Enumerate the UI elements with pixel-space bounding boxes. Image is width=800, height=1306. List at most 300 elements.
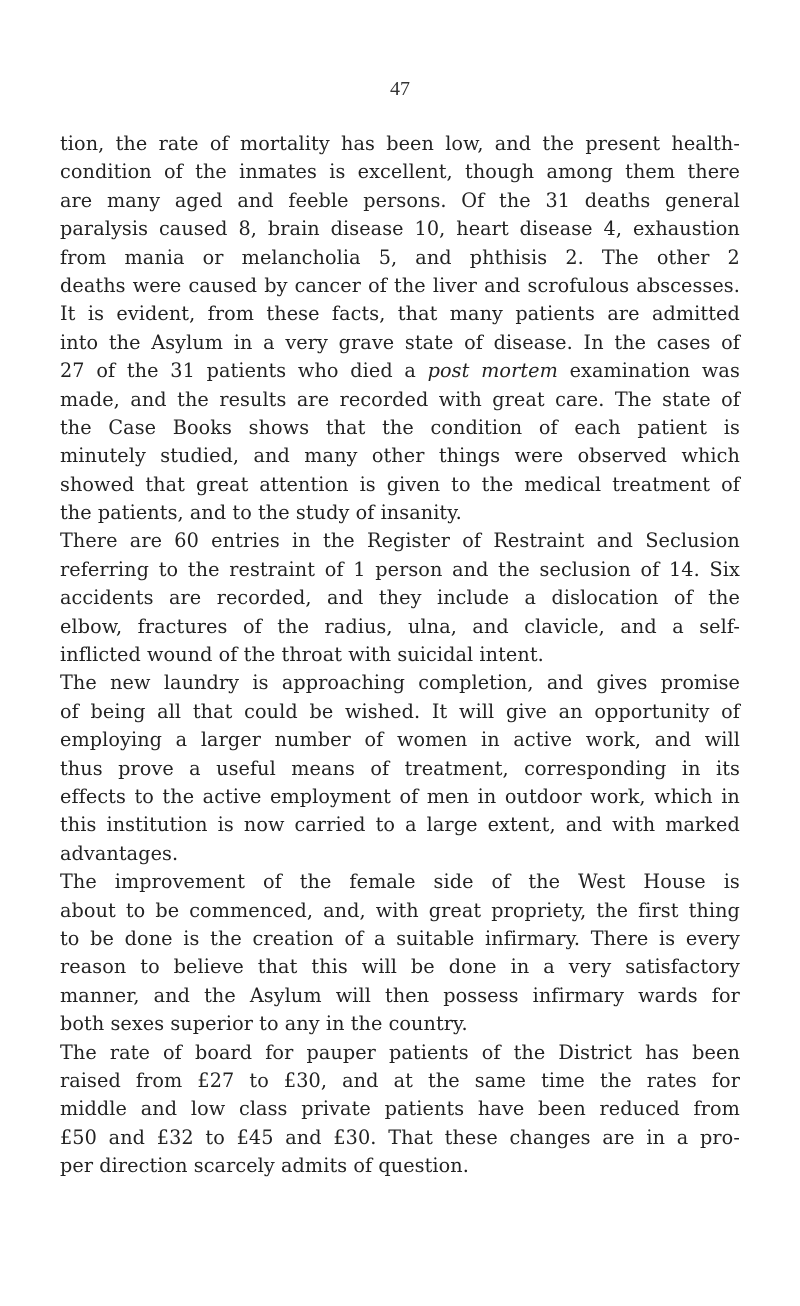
word: great: [428, 898, 482, 922]
word: the: [614, 330, 647, 354]
word: £45: [236, 1125, 274, 1149]
word: The: [614, 387, 652, 411]
word: scarcely: [193, 1154, 275, 1178]
word: phthisis: [469, 245, 548, 269]
word: advantages.: [60, 841, 179, 865]
word: are: [602, 1125, 635, 1149]
word: £30,: [283, 1068, 328, 1092]
word: new: [110, 671, 151, 695]
word: marked: [665, 813, 740, 837]
word: low: [190, 1097, 226, 1121]
word: Six: [709, 557, 740, 581]
text-line: [60, 613, 740, 641]
word: The: [601, 245, 639, 269]
word: laundry: [163, 671, 240, 695]
text-line: [60, 925, 740, 953]
word: self-: [699, 614, 740, 638]
word: to: [259, 1012, 279, 1036]
word: with: [612, 813, 656, 837]
word: is: [723, 870, 740, 894]
word: a: [189, 756, 201, 780]
word: is: [183, 926, 200, 950]
word: the: [60, 501, 92, 525]
word: disease.: [493, 330, 573, 354]
word: care.: [555, 387, 605, 411]
word: recorded,: [216, 586, 312, 610]
word: of: [242, 614, 262, 638]
word: is: [87, 302, 105, 326]
word: both: [60, 1012, 105, 1036]
word: in: [325, 1012, 345, 1036]
word: has: [341, 132, 375, 155]
word: sexes: [110, 1012, 165, 1036]
word: £50: [60, 1125, 97, 1149]
word: every: [685, 926, 740, 950]
word: thus: [60, 756, 103, 780]
word: things: [438, 444, 501, 468]
text-line: [60, 1067, 740, 1095]
word: cancer: [294, 273, 362, 297]
word: the: [599, 1068, 632, 1092]
word: active: [513, 728, 573, 752]
word: that: [257, 955, 298, 979]
word: 31: [170, 359, 195, 383]
word: radius,: [324, 614, 393, 638]
word: these: [444, 1125, 498, 1149]
word: commenced,: [189, 898, 314, 922]
word: give: [505, 699, 547, 723]
word: is: [359, 472, 376, 496]
word: medical: [524, 472, 602, 496]
word: work,: [590, 784, 646, 808]
word: very: [285, 330, 328, 354]
text-line: [60, 442, 740, 470]
word: the: [258, 501, 290, 525]
word: wished.: [344, 699, 421, 723]
text-line: [60, 187, 740, 215]
word: elbow,: [60, 614, 123, 638]
word: accidents: [60, 586, 154, 610]
word: or: [202, 245, 224, 269]
word: the: [542, 132, 575, 155]
word: of: [218, 643, 238, 667]
word: caused: [188, 273, 258, 297]
word: Of: [461, 188, 485, 212]
word: entries: [211, 529, 280, 553]
word: post: [427, 359, 470, 383]
word: carried: [294, 813, 366, 837]
word: the: [108, 330, 141, 354]
word: to: [60, 926, 80, 950]
word: intent.: [479, 643, 544, 667]
word: among: [546, 160, 613, 184]
word: this: [311, 955, 348, 979]
word: done: [124, 926, 173, 950]
word: of: [324, 557, 344, 581]
word: suitable: [396, 926, 475, 950]
word: present: [585, 132, 661, 155]
word: minutely: [60, 444, 146, 468]
word: inmates: [239, 160, 317, 184]
word: per: [60, 1154, 94, 1178]
word: District: [558, 1040, 633, 1064]
text-line: [60, 584, 740, 612]
word: a: [543, 955, 555, 979]
word: results: [219, 387, 287, 411]
word: cases: [656, 330, 711, 354]
word: brain: [267, 217, 320, 241]
word: person: [375, 557, 443, 581]
word: Register: [366, 529, 451, 553]
word: the: [126, 359, 159, 383]
word: 60: [174, 529, 199, 553]
word: Seclusion: [645, 529, 740, 553]
word: the: [498, 557, 530, 581]
word: been: [692, 1040, 740, 1064]
word: has: [645, 1040, 680, 1064]
word: corresponding: [524, 756, 667, 780]
paragraph: [60, 1039, 740, 1181]
word: Asylum: [151, 330, 224, 354]
word: useful: [216, 756, 276, 780]
word: institution: [106, 813, 208, 837]
word: from: [60, 245, 107, 269]
word: great: [195, 472, 249, 496]
word: into: [60, 330, 99, 354]
word: the: [195, 160, 227, 184]
word: deaths: [60, 273, 126, 297]
word: reason: [60, 955, 127, 979]
word: the: [299, 870, 332, 894]
word: be: [155, 898, 180, 922]
word: facts,: [331, 302, 386, 326]
word: and: [130, 387, 167, 411]
word: showed: [60, 472, 135, 496]
text-line: [60, 272, 740, 300]
word: of: [370, 756, 390, 780]
word: patients: [384, 1097, 465, 1121]
word: West: [577, 870, 626, 894]
word: is: [659, 926, 676, 950]
word: mortality: [239, 132, 330, 155]
word: melancholia: [241, 245, 361, 269]
text-line: [60, 1039, 740, 1067]
word: is: [329, 160, 346, 184]
word: a: [672, 614, 684, 638]
word: of: [538, 415, 558, 439]
word: which: [681, 444, 740, 468]
word: of: [262, 870, 282, 894]
word: the: [277, 614, 310, 638]
word: a: [374, 926, 386, 950]
word: caused: [158, 217, 228, 241]
word: in: [233, 330, 253, 354]
text-line: [60, 215, 740, 243]
word: recorded: [339, 387, 429, 411]
word: disease: [330, 217, 404, 241]
text-line: [60, 386, 740, 414]
word: the: [481, 472, 514, 496]
word: opportunity: [594, 699, 710, 723]
word: Books: [172, 415, 232, 439]
word: for: [711, 983, 740, 1007]
word: seclusion: [539, 557, 631, 581]
word: outdoor: [504, 784, 582, 808]
word: of: [640, 557, 660, 581]
word: a: [263, 330, 275, 354]
word: referring: [60, 557, 150, 581]
text-line: [60, 527, 740, 555]
word: the: [322, 529, 355, 553]
word: many: [106, 188, 161, 212]
word: Case: [108, 415, 157, 439]
word: the: [187, 557, 220, 581]
word: and: [494, 132, 532, 155]
text-line: [60, 244, 740, 272]
word: in: [481, 728, 500, 752]
word: a: [676, 1125, 689, 1149]
word: condition: [60, 160, 152, 184]
word: and: [546, 671, 584, 695]
word: patients: [515, 302, 595, 326]
word: who: [297, 359, 339, 383]
word: is: [252, 671, 269, 695]
word: made,: [60, 387, 120, 411]
text-line: [60, 726, 740, 754]
word: ulna,: [408, 614, 457, 638]
word: infirmary.: [485, 926, 581, 950]
word: first: [638, 898, 679, 922]
paragraph: [60, 130, 740, 527]
word: Restraint: [493, 529, 585, 553]
word: other: [656, 245, 710, 269]
word: grave: [338, 330, 395, 354]
text-line: [60, 840, 740, 868]
word: the: [204, 983, 236, 1007]
paragraph: [60, 868, 740, 1038]
word: from: [135, 1068, 183, 1092]
word: of: [60, 699, 79, 723]
word: will: [361, 955, 397, 979]
word: and: [285, 1125, 322, 1149]
word: private: [301, 1097, 371, 1121]
word: this: [60, 813, 97, 837]
text-line: [60, 783, 740, 811]
word: been: [386, 132, 434, 155]
text-line: [60, 811, 740, 839]
word: of: [721, 330, 740, 354]
word: which: [654, 784, 713, 808]
word: patients: [206, 359, 287, 383]
word: the: [596, 898, 629, 922]
word: low,: [445, 132, 484, 155]
word: of: [673, 586, 693, 610]
word: deaths: [584, 188, 651, 212]
word: rates: [646, 1068, 697, 1092]
word: the: [60, 415, 92, 439]
word: be: [90, 926, 114, 950]
paragraph: [60, 669, 740, 868]
word: fractures: [137, 614, 228, 638]
text-line: [60, 1095, 740, 1123]
text-line: [60, 329, 740, 357]
word: reduced: [599, 1097, 680, 1121]
word: class: [238, 1097, 288, 1121]
word: heart: [456, 217, 509, 241]
word: of: [364, 728, 384, 752]
word: number: [274, 728, 351, 752]
text-line: [60, 698, 740, 726]
word: state: [662, 387, 711, 411]
word: dislocation: [551, 586, 659, 610]
word: is: [723, 415, 740, 439]
word: paralysis: [60, 217, 149, 241]
word: feeble: [288, 188, 349, 212]
word: though: [465, 160, 535, 184]
word: each: [574, 415, 621, 439]
word: of: [481, 1040, 501, 1064]
word: same: [474, 1068, 527, 1092]
word: were: [132, 273, 182, 297]
word: are: [607, 302, 640, 326]
word: have: [477, 1097, 525, 1121]
word: active: [202, 784, 262, 808]
word: a: [175, 728, 188, 752]
word: to: [451, 472, 471, 496]
word: the: [528, 870, 561, 894]
word: and: [108, 1125, 146, 1149]
word: restraint: [229, 557, 316, 581]
word: direction: [99, 1154, 188, 1178]
word: middle: [60, 1097, 127, 1121]
word: improvement: [114, 870, 246, 894]
word: been: [538, 1097, 586, 1121]
word: employment: [270, 784, 391, 808]
word: of: [344, 926, 364, 950]
word: and: [415, 245, 452, 269]
word: effects: [60, 784, 126, 808]
word: to: [125, 898, 146, 922]
word: treatment,: [404, 756, 509, 780]
word: pauper: [306, 1040, 376, 1064]
word: admits: [281, 1154, 348, 1178]
text-line: [60, 499, 740, 527]
word: in: [477, 784, 497, 808]
word: 2.: [565, 245, 584, 269]
word: extent,: [487, 813, 556, 837]
word: great: [492, 387, 545, 411]
word: treatment: [612, 472, 711, 496]
word: exhaustion: [632, 217, 740, 241]
word: and: [153, 983, 191, 1007]
word: believe: [173, 955, 244, 979]
word: are: [296, 387, 330, 411]
word: in: [721, 784, 740, 808]
word: and: [189, 501, 227, 525]
word: that: [397, 302, 438, 326]
word: condition: [430, 415, 523, 439]
word: There: [60, 529, 118, 553]
word: superior: [170, 1012, 254, 1036]
word: and: [140, 1097, 178, 1121]
word: the: [708, 586, 740, 610]
word: inflicted: [60, 643, 141, 667]
word: the: [243, 643, 276, 667]
word: to: [375, 813, 396, 837]
word: and: [484, 273, 521, 297]
word: to: [249, 1068, 269, 1092]
text-line: [60, 953, 740, 981]
word: work,: [585, 728, 642, 752]
word: observed: [577, 444, 668, 468]
text-line: [60, 1152, 740, 1180]
word: rate: [109, 1040, 150, 1064]
word: a: [405, 813, 417, 837]
word: £27: [197, 1068, 235, 1092]
word: with: [438, 387, 482, 411]
word: to: [205, 1125, 225, 1149]
word: larger: [200, 728, 261, 752]
word: done: [448, 955, 497, 979]
word: country.: [388, 1012, 468, 1036]
word: disease: [519, 217, 593, 241]
word: promise: [660, 671, 740, 695]
word: was: [701, 359, 740, 383]
word: of: [368, 273, 387, 297]
word: 14.: [669, 557, 700, 581]
word: 27: [60, 359, 85, 383]
word: many: [304, 444, 358, 468]
word: were: [514, 444, 564, 468]
word: will: [704, 728, 740, 752]
word: now: [243, 813, 285, 837]
word: 4,: [603, 217, 623, 241]
word: are: [60, 188, 93, 212]
word: The: [60, 1040, 97, 1064]
paragraph: [60, 527, 740, 669]
word: that: [192, 699, 233, 723]
word: scrofulous: [527, 273, 630, 297]
page-number: 47: [390, 78, 410, 100]
word: wound: [147, 643, 213, 667]
word: approaching: [281, 671, 406, 695]
word: could: [244, 699, 298, 723]
word: and: [452, 557, 489, 581]
word: £32: [156, 1125, 194, 1149]
text-line: [60, 556, 740, 584]
word: the: [210, 926, 242, 950]
word: in: [510, 955, 530, 979]
word: and: [596, 529, 634, 553]
word: time: [541, 1068, 585, 1092]
word: female: [349, 870, 416, 894]
word: of: [721, 699, 740, 723]
word: in: [646, 1125, 666, 1149]
word: prove: [118, 756, 174, 780]
word: women: [397, 728, 468, 752]
word: the: [350, 1012, 383, 1036]
word: infirmary: [532, 983, 625, 1007]
word: be: [410, 955, 435, 979]
word: of: [355, 501, 375, 525]
text-line: [60, 982, 740, 1010]
text-line: [60, 868, 740, 896]
word: health-: [671, 132, 740, 155]
word: and: [342, 1068, 379, 1092]
word: and: [327, 586, 364, 610]
word: the: [394, 273, 426, 297]
text-line: [60, 471, 740, 499]
